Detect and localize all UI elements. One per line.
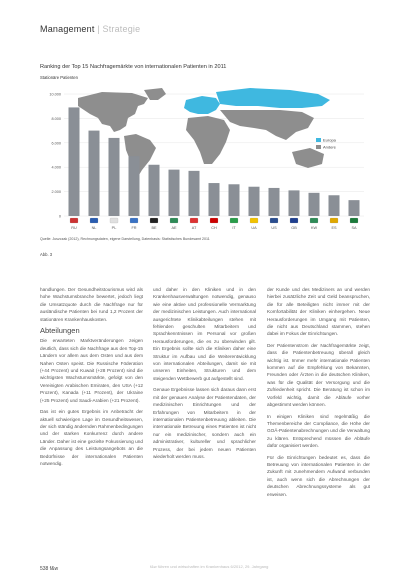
bar-it (229, 184, 240, 216)
x-tick-label: KW (310, 226, 318, 230)
section-heading: Abteilungen (40, 326, 80, 336)
x-tick-label: US (271, 226, 277, 230)
page-number-value: 538 (40, 566, 49, 572)
paragraph: handlungen. Der Gesundheitstourismus wird als hohe Wachstumsbranche bewertet, jedoch liegt die Umsatzquote durch die Nachfrage nur für ausländische Patienten bei rund 1,2 Prozent der stationären Krankenhauskosten. (40, 287, 143, 322)
x-tick-label: RU (71, 226, 77, 230)
y-axis-ticks (49, 93, 61, 219)
y-tick-label: 10.000 (49, 92, 61, 97)
text-column-2 (153, 286, 256, 464)
text-column-3 (267, 286, 370, 502)
flag-at-icon (190, 218, 198, 223)
legend-swatch-europe (316, 138, 321, 142)
legend-label-other: Andere (323, 144, 336, 150)
flag-pl-icon (110, 218, 118, 223)
flag-it-icon (230, 218, 238, 223)
bar-ch (209, 183, 220, 216)
bar-gb (289, 190, 300, 216)
y-tick-label: 0 (58, 214, 61, 219)
x-tick-label: FR (131, 226, 137, 230)
bar-fr (129, 156, 140, 216)
bar-nl (89, 131, 100, 216)
map-russia (216, 88, 330, 108)
map-legend (316, 138, 337, 150)
x-tick-label: SA (351, 226, 357, 230)
flag-ae-icon (170, 218, 178, 223)
figure-label: Abb. 3 (40, 252, 53, 257)
legend-swatch-other (316, 145, 321, 149)
section-header (40, 24, 140, 34)
bar-at (189, 171, 200, 216)
paragraph: Genaue Ergebnisse lassen sich daraus dann erst mit der genauen Analyse der Patientendaten, der medizinischen Einrichtungen und der Erfahrungen von Mitarbeitern in der internationalen Patientenbetreuung ableiten. Die internationale Betreuung eines Patienten ist nicht nur ein medizinischer, sondern auch ein administrativer, kultureller und sprachlicher Prozess, der bei jedem neuen Patienten wiederholt werden muss. (153, 387, 256, 459)
x-axis-labels (71, 226, 357, 230)
x-tick-label: PL (111, 226, 117, 230)
flag-nl-icon (90, 218, 98, 223)
paragraph: In einigen Kliniken sind regelmäßig die Themenbereiche der Compliance, die Höhe der GOÄ-Patientenabrechnungen und die Verwaltung zu klären. Entsprechend müssen die Abläufe dafür organisiert werden. (267, 413, 370, 449)
x-tick-label: AT (191, 226, 197, 230)
x-tick-label: GB (291, 226, 297, 230)
y-tick-label: 2.000 (51, 190, 61, 195)
page-number (40, 566, 58, 572)
footer-text: f&w führen und wirtschaften im Krankenhaus 6/2012, 29. Jahrgang (150, 564, 269, 569)
flag-ch-icon (210, 218, 218, 223)
text-column-1 (40, 286, 143, 471)
flag-ru-icon (70, 218, 78, 223)
flag-kw-icon (310, 218, 318, 223)
y-tick-label: 4.000 (51, 165, 61, 170)
flag-us-icon (270, 218, 278, 223)
x-tick-label: IT (232, 226, 236, 230)
flag-be-icon (150, 218, 158, 223)
bar-ru (69, 107, 80, 216)
figure-source: Quelle: Juszczak (2012), Rechnungsdaten, eigene Darstellung, Datenbasis: Statistisches Bundesamt 2011 (40, 237, 210, 241)
bar-es (329, 195, 340, 216)
section-header-light: Strategie (102, 24, 141, 34)
bar-ua (249, 187, 260, 216)
journal-name: f&w (49, 566, 59, 572)
section-header-bold: Management (40, 24, 95, 34)
flag-gb-icon (290, 218, 298, 223)
flag-fr-icon (130, 218, 138, 223)
legend-label-europe: Europa (323, 137, 336, 143)
paragraph: der Kunde und des Mediziners an und werden hierbei zusätzliche Zeit und Geld beanspruchen, die für alle Beteiligten nicht immer mit der Komfortabilität der Kliniken einhergehen. Neue Herausforderungen im Umgang mit Patienten, die nicht aus Deutschland stammen, stehen dabei im Fokus der Einrichtungen. (267, 287, 370, 337)
figure-title: Ranking der Top 15 Nachfragemärkte von internationalen Patienten in 2011 (40, 64, 227, 70)
bar-pl (109, 138, 120, 216)
bar-be (149, 165, 160, 216)
paragraph: Die erwarteten Marktveränderungen zeigen deutlich, dass sich die Nachfrage aus den Top-15 Ländern vor allem aus dem Osten und aus dem Nahen Osten speist. Die Russische Föderation (+44 Prozent) und Kuwait (+28 Prozent) sind die wichtigsten Wachstumsmärkte, gefolgt von den Vereinigten Arabischen Emiraten, den USA (+12 Prozent), Kanada (+11 Prozent), der Ukraine (+25 Prozent) und Saudi-Arabien (+21 Prozent). (40, 338, 143, 403)
paragraph: Für die Einrichtungen bedeutet es, dass die Betreuung von internationalen Patienten in der Zukunft mit zunehmendem Aufwand verbunden ist, auch wenn sich die Abrechnungen der deutschen Abrechnungssysteme als gut erweisen. (267, 454, 370, 497)
country-flags (70, 218, 358, 223)
x-tick-label: UA (251, 226, 257, 230)
x-tick-label: CH (211, 226, 217, 230)
x-tick-label: NL (91, 226, 97, 230)
map-australia (292, 148, 324, 168)
flag-sa-icon (350, 218, 358, 223)
paragraph: Der Patientenstrom der Nachfragemärkte zeigt, dass die Patientenbetreuung überall gleich wichtig ist. Immer mehr internationale Patienten kommen auf die Empfehlung von Bekannten, Freunden oder Ärzten in die deutschen Kliniken, was für die Qualität der Versorgung und die Zufriedenheit spricht. Die Beratung ist schon im Vorfeld wichtig, damit die Abläufe vorher abgestimmt werden können. (267, 342, 370, 408)
paragraph: und daher in den Kliniken und in den Krankenhausverwaltungen notwendig, genauso wie eine aktive und professionelle Vermarktung der medizinischen Leistungen. Auch international ausgerichtete Klinikabteilungen stehen mit fehlenden geschulten Mitarbeitern und Sprachkenntnissen im Personal vor großen Herausforderungen, die es zu überwinden gilt. Ein Ergebnis sollte sich die Kliniken daher eine Struktur im Aufbau und die Weiterentwicklung von internationalen Abteilungen, damit sie mit unseren Einheiten, Strukturen und dem steigenden Wettbewerb gut aufgestellt sind. (153, 287, 256, 381)
y-tick-label: 6.000 (51, 141, 61, 146)
bar-ae (169, 170, 180, 216)
x-tick-label: ES (331, 226, 337, 230)
x-tick-label: BE (151, 226, 157, 230)
section-header-divider: | (97, 24, 100, 34)
map-asia (220, 110, 314, 140)
flag-ua-icon (250, 218, 258, 223)
bar-us (269, 188, 280, 216)
x-tick-label: AE (171, 226, 177, 230)
paragraph: Das ist ein gutes Ergebnis im Anbetracht der aktuell schwierigen Lage im Gesundheitswesen, der sich ständig ändernden Rahmenbedingungen und der starken Konkurrenz durch andere Länder. Daher ist eine gezielte Fokussierung und die Anpassung des Leistungsangebots an die Bedürfnisse der internationalen Patienten notwendig. (40, 409, 143, 466)
flag-es-icon (330, 218, 338, 223)
map-africa (186, 116, 230, 164)
map-europe (184, 96, 220, 114)
bar-sa (349, 200, 360, 216)
figure-subtitle: Stationäre Patienten (40, 75, 78, 80)
bar-chart-with-world-map (40, 84, 370, 234)
map-north-america (78, 92, 148, 132)
y-tick-label: 8.000 (51, 116, 61, 121)
bar-kw (309, 193, 320, 216)
